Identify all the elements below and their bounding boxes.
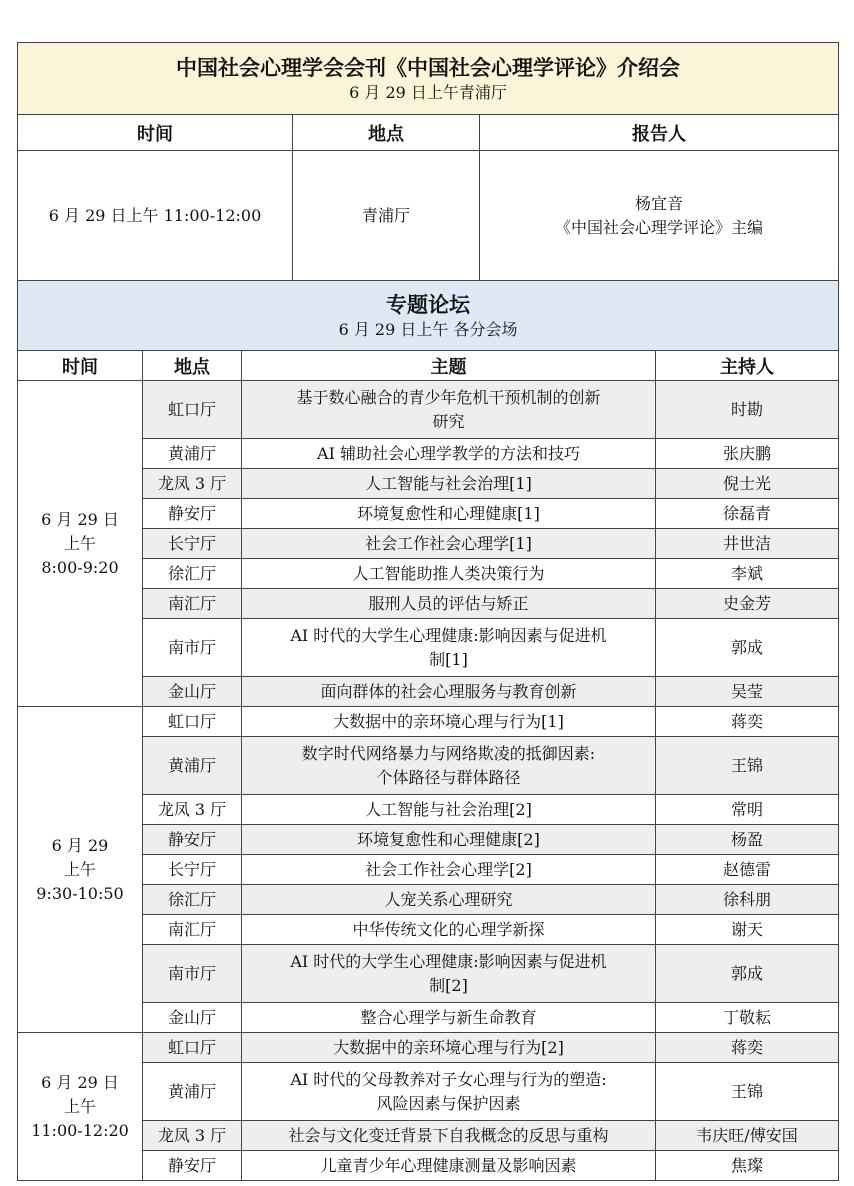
topic-line: 环境复愈性和心理健康[1] xyxy=(357,503,540,523)
intro-time: 6 月 29 日上午 11:00-12:00 xyxy=(18,151,293,281)
topic-cell xyxy=(242,1063,656,1121)
topic-cell xyxy=(242,737,656,795)
forum-subtitle: 6 月 29 日上午 各分会场 xyxy=(338,319,518,339)
forum-title-row xyxy=(18,281,839,351)
host-cell: 谢天 xyxy=(656,915,839,945)
host-cell: 徐科朋 xyxy=(656,885,839,915)
topic-line: 社会与文化变迁背景下自我概念的反思与重构 xyxy=(288,1125,609,1145)
topic-line: 大数据中的亲环境心理与行为[1] xyxy=(333,711,564,731)
topic-cell xyxy=(242,529,656,559)
venue-cell: 长宁厅 xyxy=(143,529,242,559)
host-cell: 韦庆旺/傅安国 xyxy=(656,1121,839,1151)
venue-cell: 静安厅 xyxy=(143,499,242,529)
session-time: 8:00-9:20 xyxy=(41,557,119,577)
intro-venue: 青浦厅 xyxy=(293,151,480,281)
intro-speaker: 杨宜音 xyxy=(635,193,684,213)
topic-cell xyxy=(242,945,656,1003)
venue-cell: 龙凤 3 厅 xyxy=(143,469,242,499)
forum-body xyxy=(18,381,839,1181)
venue-cell: 黄浦厅 xyxy=(143,737,242,795)
topic-line: 环境复愈性和心理健康[2] xyxy=(357,829,540,849)
venue-cell: 金山厅 xyxy=(143,1003,242,1033)
host-cell: 蒋奕 xyxy=(656,707,839,737)
topic-cell xyxy=(242,825,656,855)
session-time-cell xyxy=(18,1033,143,1181)
intro-header-time: 时间 xyxy=(18,115,293,151)
topic-line: 面向群体的社会心理服务与教育创新 xyxy=(320,681,577,701)
topic-line: 人工智能与社会治理[1] xyxy=(365,473,532,493)
host-cell: 倪士光 xyxy=(656,469,839,499)
venue-cell: 龙凤 3 厅 xyxy=(143,1121,242,1151)
host-cell: 杨盈 xyxy=(656,825,839,855)
venue-cell: 金山厅 xyxy=(143,677,242,707)
host-cell: 郭成 xyxy=(656,945,839,1003)
topic-line: AI 时代的大学生心理健康:影响因素与促进机 xyxy=(290,951,607,971)
session-time: 9:30-10:50 xyxy=(36,883,124,903)
session-date: 6 月 29 xyxy=(51,835,109,855)
host-cell: 史金芳 xyxy=(656,589,839,619)
topic-cell xyxy=(242,677,656,707)
venue-cell: 南市厅 xyxy=(143,945,242,1003)
forum-row xyxy=(18,707,839,737)
topic-line: 大数据中的亲环境心理与行为[2] xyxy=(333,1037,564,1057)
topic-line: AI 时代的父母教养对子女心理与行为的塑造: xyxy=(290,1069,607,1089)
forum-header-topic: 主题 xyxy=(242,351,656,381)
topic-cell xyxy=(242,1151,656,1181)
topic-cell xyxy=(242,795,656,825)
forum-header-row xyxy=(18,351,839,381)
host-cell: 常明 xyxy=(656,795,839,825)
forum-header-host: 主持人 xyxy=(656,351,839,381)
host-cell: 丁敬耘 xyxy=(656,1003,839,1033)
intro-header-venue: 地点 xyxy=(293,115,480,151)
schedule-sheet xyxy=(17,42,838,1181)
topic-line: 研究 xyxy=(432,411,465,431)
venue-cell: 黄浦厅 xyxy=(143,439,242,469)
forum-row xyxy=(18,1033,839,1063)
session-time-cell xyxy=(18,707,143,1033)
topic-line: 人工智能与社会治理[2] xyxy=(365,799,532,819)
topic-line: 人工智能助推人类决策行为 xyxy=(352,563,545,583)
forum-header-time: 时间 xyxy=(18,351,143,381)
intro-title-row xyxy=(18,43,839,115)
topic-cell xyxy=(242,439,656,469)
forum-title-cell xyxy=(18,281,839,351)
topic-cell xyxy=(242,469,656,499)
venue-cell: 南汇厅 xyxy=(143,589,242,619)
host-cell: 张庆鹏 xyxy=(656,439,839,469)
venue-cell: 南汇厅 xyxy=(143,915,242,945)
intro-title: 中国社会心理学会会刊《中国社会心理学评论》介绍会 xyxy=(176,55,680,80)
topic-line: 整合心理学与新生命教育 xyxy=(360,1007,537,1027)
venue-cell: 徐汇厅 xyxy=(143,559,242,589)
topic-line: 服刑人员的评估与矫正 xyxy=(368,593,529,613)
topic-line: AI 辅助社会心理学教学的方法和技巧 xyxy=(317,443,580,463)
venue-cell: 虹口厅 xyxy=(143,707,242,737)
topic-line: 个体路径与群体路径 xyxy=(376,767,521,787)
topic-line: 制[1] xyxy=(429,649,468,669)
topic-line: AI 时代的大学生心理健康:影响因素与促进机 xyxy=(290,625,607,645)
host-cell: 郭成 xyxy=(656,619,839,677)
topic-cell xyxy=(242,1003,656,1033)
topic-line: 基于数心融合的青少年危机干预机制的创新 xyxy=(296,387,601,407)
session-period: 上午 xyxy=(63,533,96,553)
topic-cell xyxy=(242,707,656,737)
host-cell: 徐磊青 xyxy=(656,499,839,529)
venue-cell: 龙凤 3 厅 xyxy=(143,795,242,825)
session-time: 11:00-12:20 xyxy=(31,1120,129,1140)
host-cell: 王锦 xyxy=(656,1063,839,1121)
venue-cell: 南市厅 xyxy=(143,619,242,677)
topic-cell xyxy=(242,559,656,589)
intro-speaker-role: 《中国社会心理学评论》主编 xyxy=(555,217,764,237)
topic-cell xyxy=(242,1033,656,1063)
topic-line: 社会工作社会心理学[1] xyxy=(365,533,532,553)
venue-cell: 虹口厅 xyxy=(143,1033,242,1063)
topic-cell xyxy=(242,1121,656,1151)
topic-line: 社会工作社会心理学[2] xyxy=(365,859,532,879)
host-cell: 赵德雷 xyxy=(656,855,839,885)
session-date: 6 月 29 日 xyxy=(41,1072,119,1092)
forum-title: 专题论坛 xyxy=(386,292,470,317)
host-cell: 吴莹 xyxy=(656,677,839,707)
forum-header-venue: 地点 xyxy=(143,351,242,381)
intro-table xyxy=(17,42,839,281)
venue-cell: 静安厅 xyxy=(143,825,242,855)
host-cell: 李斌 xyxy=(656,559,839,589)
session-period: 上午 xyxy=(63,859,96,879)
intro-speaker-cell xyxy=(480,151,839,281)
intro-title-cell xyxy=(18,43,839,115)
venue-cell: 徐汇厅 xyxy=(143,885,242,915)
intro-header-speaker: 报告人 xyxy=(480,115,839,151)
forum-table xyxy=(17,280,839,1181)
host-cell: 焦璨 xyxy=(656,1151,839,1181)
topic-cell xyxy=(242,885,656,915)
topic-cell xyxy=(242,915,656,945)
host-cell: 时勘 xyxy=(656,381,839,439)
forum-row xyxy=(18,381,839,439)
topic-line: 儿童青少年心理健康测量及影响因素 xyxy=(320,1155,577,1175)
venue-cell: 长宁厅 xyxy=(143,855,242,885)
topic-cell xyxy=(242,855,656,885)
venue-cell: 黄浦厅 xyxy=(143,1063,242,1121)
intro-header-row xyxy=(18,115,839,151)
topic-cell xyxy=(242,619,656,677)
topic-line: 制[2] xyxy=(429,975,468,995)
topic-cell xyxy=(242,589,656,619)
session-period: 上午 xyxy=(63,1096,96,1116)
intro-subtitle: 6 月 29 日上午青浦厅 xyxy=(349,82,507,102)
host-cell: 蒋奕 xyxy=(656,1033,839,1063)
venue-cell: 静安厅 xyxy=(143,1151,242,1181)
topic-line: 中华传统文化的心理学新探 xyxy=(352,919,545,939)
topic-line: 数字时代网络暴力与网络欺凌的抵御因素: xyxy=(301,743,596,763)
topic-cell xyxy=(242,381,656,439)
topic-line: 风险因素与保护因素 xyxy=(376,1093,521,1113)
topic-cell xyxy=(242,499,656,529)
session-time-cell xyxy=(18,381,143,707)
host-cell: 井世洁 xyxy=(656,529,839,559)
venue-cell: 虹口厅 xyxy=(143,381,242,439)
intro-body-row xyxy=(18,151,839,281)
session-date: 6 月 29 日 xyxy=(41,509,119,529)
topic-line: 人宠关系心理研究 xyxy=(384,889,513,909)
host-cell: 王锦 xyxy=(656,737,839,795)
